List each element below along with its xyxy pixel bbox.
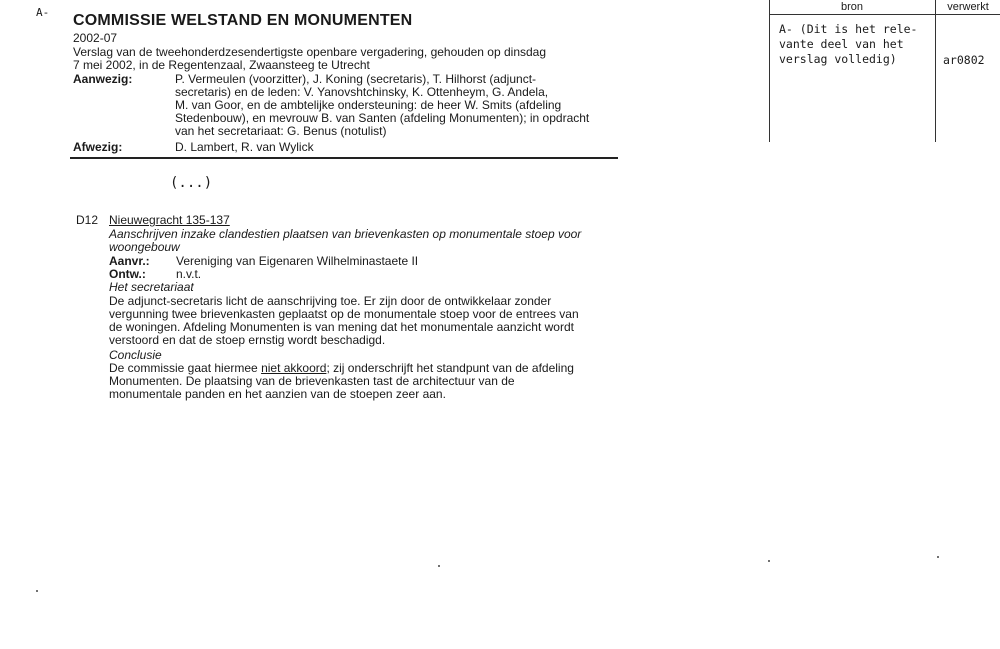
column-header-source: bron [840,1,864,13]
secretariat-line: De adjunct-secretaris licht de aanschrijving toe. Er zijn door de ontwikkelaar zonder [109,294,552,308]
margin-marker: A- [36,6,50,19]
conclusion-prefix: De commissie gaat hiermee [109,361,262,375]
table-column-divider [935,0,936,142]
item-subject-line: woongebouw [109,240,180,254]
report-description-line-2: 7 mei 2002, in de Regentenzaal, Zwaansteeg te Utrecht [73,58,370,72]
table-header-divider [769,14,1000,15]
document-title: COMMISSIE WELSTAND EN MONUMENTEN [73,12,413,29]
present-line: van het secretariaat: G. Benus (notulist) [175,124,387,138]
item-address: Nieuwegracht 135-137 [109,213,230,227]
conclusion-line: monumentale panden en het aanzien van de stoepen zeer aan. [109,387,446,401]
source-note: A- (Dit is het rele- vante deel van het verslag volledig) [779,22,918,66]
applicant-value: Vereniging van Eigenaren Wilhelminastaete II [176,254,419,268]
secretariat-line: verstoord en dat de stoep ernstig wordt beschadigd. [109,333,386,347]
column-header-processed: verwerkt [947,1,989,13]
conclusion-line: Monumenten. De plaatsing van de brievenkasten tast de architectuur van de [109,374,515,388]
item-number: D12 [76,213,99,227]
present-line: Stedenbouw), en mevrouw B. van Santen (afdeling Monumenten); in opdracht [175,111,590,125]
scan-speck [937,556,939,558]
secretariat-heading: Het secretariaat [109,280,194,294]
conclusion-emphasis: niet akkoord [261,361,327,375]
present-list [175,73,620,138]
item-subject-line: Aanschrijven inzake clandestien plaatsen van brievenkasten op monumentale stoep voor [109,227,582,241]
scan-speck [438,565,440,567]
secretariat-paragraph [109,295,629,347]
absent-list: D. Lambert, R. van Wylick [175,140,314,154]
omission-ellipsis: (...) [170,175,213,191]
designer-value: n.v.t. [176,267,202,281]
present-line: P. Vermeulen (voorzitter), J. Koning (secretaris), T. Hilhorst (adjunct- [175,72,537,86]
conclusion-paragraph [109,362,609,401]
present-line: secretaris) en de leden: V. Yanovshtchinsky, K. Ottenheym, G. Andela, [175,85,549,99]
document-year: 2002-07 [73,31,118,45]
scan-speck [768,560,770,562]
item-subject [109,228,629,254]
secretariat-line: vergunning twee brievenkasten geplaatst op de monumentale stoep voor de entrees van [109,307,579,321]
present-line: M. van Goor, en de ambtelijke ondersteuning: de heer W. Smits (afdeling [175,98,562,112]
designer-label: Ontw.: [109,267,146,281]
secretariat-line: de woningen. Afdeling Monumenten is van mening dat het monumentale aanzicht wordt [109,320,574,334]
present-label: Aanwezig: [73,72,133,86]
applicant-label: Aanvr.: [109,254,150,268]
header-divider [70,157,618,159]
table-border-left [769,0,770,142]
conclusion-suffix: ; zij onderschrijft het standpunt van de afdeling [326,361,574,375]
scan-speck [36,590,38,592]
report-description-line-1: Verslag van de tweehonderdzesendertigste openbare vergadering, gehouden op dinsdag [73,45,547,59]
processed-code: ar0802 [943,53,985,67]
absent-label: Afwezig: [73,140,123,154]
conclusion-heading: Conclusie [109,348,162,362]
